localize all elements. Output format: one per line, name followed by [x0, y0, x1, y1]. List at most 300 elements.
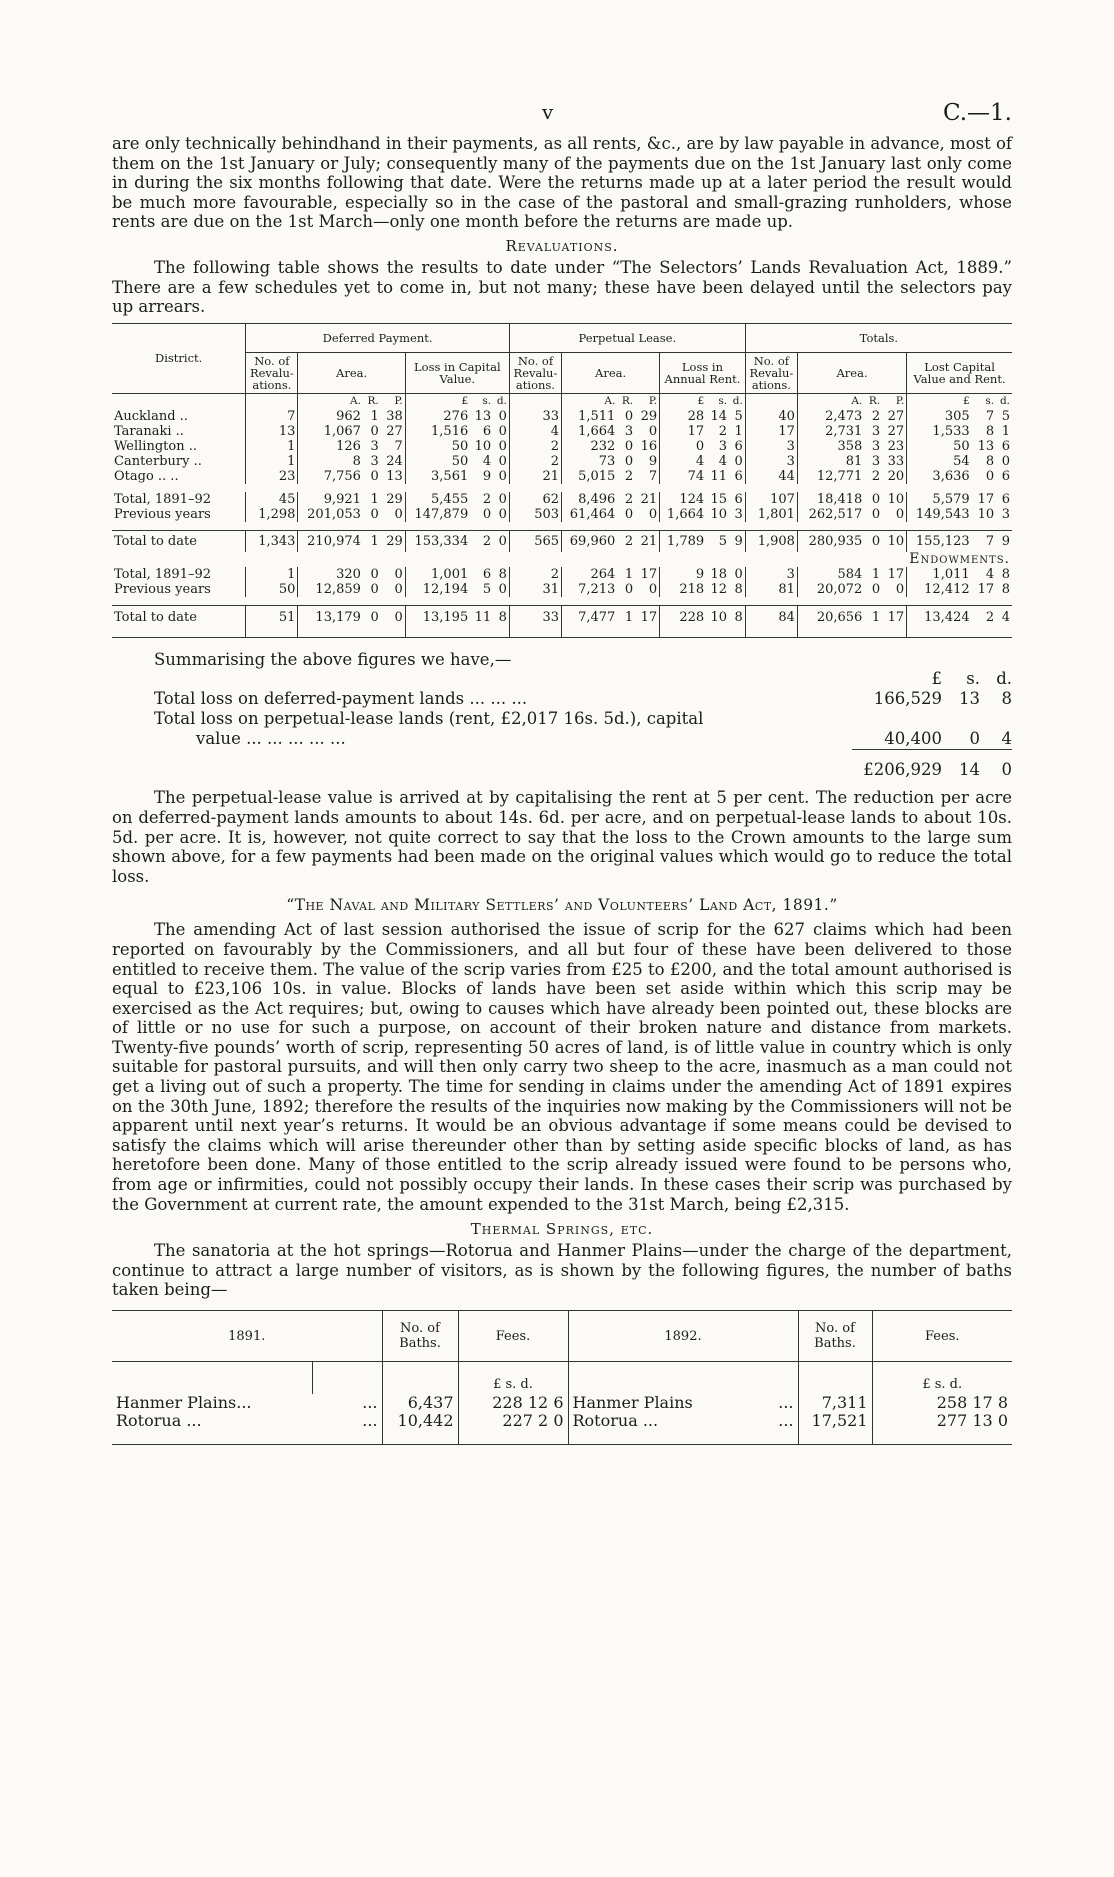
summary-units-row — [112, 669, 1012, 689]
col-fees-1891: Fees. — [458, 1311, 568, 1362]
table-cell: 5,455 — [405, 492, 470, 507]
baths-1892: 17,521 — [798, 1412, 872, 1445]
table-cell: 17 — [745, 424, 797, 439]
table-row — [112, 605, 1012, 637]
table-cell: 8 — [734, 581, 743, 597]
table-cell: 0 — [864, 530, 882, 552]
table-cell: 0 — [895, 581, 905, 597]
revaluation-table — [112, 323, 1012, 638]
table-cell: 0 — [895, 506, 905, 522]
table-cell: 6 — [482, 566, 492, 582]
table-cell: 8 — [1001, 581, 1010, 597]
table-cell: 0 — [498, 581, 507, 597]
table-cell: 9,921 — [298, 492, 363, 507]
table-cell — [112, 393, 246, 409]
leader-dots: ... — [778, 1411, 794, 1430]
table-cell: 13 — [474, 408, 492, 424]
table-cell: 5,015 — [562, 469, 618, 484]
table-row — [112, 469, 1012, 484]
table-cell: 44 — [745, 469, 797, 484]
col-lost-capital: Lost Capital Value and Rent. — [907, 352, 1012, 393]
unit-label: d. — [732, 394, 743, 407]
table-cell: 29 — [386, 491, 403, 507]
table-cell: 0 — [498, 423, 507, 439]
summary-label-perpetual: Total loss on perpetual-lease lands (rent, £2,017 16s. 5d.), capital — [154, 709, 704, 729]
table-cell: 9 — [648, 453, 658, 469]
table-cell: 18,418 — [797, 492, 864, 507]
table-cell: 0 — [498, 408, 507, 424]
table-cell: 3 — [370, 438, 379, 454]
table-cell: 1,516 — [405, 424, 470, 439]
summary-intro: Summarising the above figures we have,— — [154, 649, 512, 669]
table-cell: 3,561 — [405, 469, 470, 484]
paragraph-arrears: are only technically behindhand in their payments, as all rents, &c., are by law payable in advance, most of them on the 1st January or July; consequently many of the payments due on the 1st January last only come in during the six months following that date. Were the returns made up at a later period the result would be much more favourable, especially so in the case of the pastoral and small-grazing runholders, whose rents are due on the 1st March—only one month before the returns are made up. — [112, 134, 1013, 232]
place-1892 — [568, 1412, 798, 1445]
amount-pounds: 166,529 — [873, 689, 942, 709]
table-cell: 0 — [381, 605, 406, 637]
paragraph-scrip: The amending Act of last session authorised the issue of scrip for the 627 claims which had been reported on favourably by the Commissioners, and all but four of these have been delivered to those entitled to receive them. The value of the scrip varies from £25 to £200, and the total amount authorised is equal to £23,106 10s. in value. Blocks of lands have been set aside within which this scrip may be exercised as the Act requires; but, owing to causes which have already been pointed out, these blocks are of little or no use for such a purpose, on account of their broken nature and distance from markets. Twenty-five pounds’ worth of scrip, representing 50 acres of land, is of little value in country which is only suitable for pastoral pursuits, and will then only carry two sheep to the acre, inasmuch as a man could not get a living out of such a property. The time for sending in claims under the amending Act of 1891 expires on the 30th June, 1892; therefore the results of the inquiries now making by the Commissioners will not be apparent until next year’s returns. It would be an obvious advantage if some means could be devised to satisfy the claims which will arise thereunder other than by setting aside specific blocks of land, as has heretofore been done. Many of those entitled to the scrip already issued were found to be persons who, from age or infirmities, could not possibly occupy their lands. In these cases their scrip was purchased by the Government at current rate, the amount expended to the 31st March, being £2,315. — [112, 920, 1012, 1214]
table-cell: 3 — [745, 454, 797, 469]
col-1891: 1891. — [112, 1311, 382, 1362]
unit-label: A. — [562, 393, 618, 409]
table-cell: 62 — [509, 492, 561, 507]
table-cell: 21 — [640, 491, 658, 507]
table-cell: 1,789 — [660, 530, 707, 552]
table-cell: 2 — [509, 454, 561, 469]
table-cell: 1,067 — [298, 424, 363, 439]
table-cell: 9 — [482, 468, 492, 484]
table-cell: 4 — [718, 453, 728, 469]
table-cell: 8 — [729, 605, 745, 637]
table-row — [112, 567, 1012, 582]
endowments-heading-row — [112, 552, 1012, 567]
paragraph-revaluation-intro: The following table shows the results to date under “The Selectors’ Lands Revaluation Act, 1889.” There are a few schedules yet to come in, but not many; these have been delayed until the selectors pay up arrears. — [112, 257, 1012, 317]
table-cell: 1 — [1001, 423, 1010, 439]
table-cell: 0 — [394, 506, 403, 522]
table-cell: 7,213 — [562, 582, 618, 597]
district-name: Total, 1891–92 — [114, 491, 212, 507]
table-cell: 6 — [734, 468, 743, 484]
table-cell: 210,974 — [298, 530, 363, 552]
district-name: Canterbury .. — [114, 453, 202, 469]
table-cell: 1 — [370, 408, 379, 424]
table-cell: 17 — [635, 605, 660, 637]
table-row — [112, 424, 1012, 439]
table-cell: 0 — [493, 530, 509, 552]
table-cell: 14 — [710, 408, 728, 424]
table-cell: 28 — [660, 409, 707, 424]
table-cell: 7 — [246, 409, 298, 424]
table-cell: 0 — [648, 423, 658, 439]
table-cell: 40 — [745, 409, 797, 424]
table-cell: 0 — [370, 506, 379, 522]
table-cell: 13 — [386, 468, 403, 484]
table-cell: 10 — [977, 506, 995, 522]
table-cell: 23 — [887, 438, 905, 454]
col-district: District. — [112, 323, 246, 393]
place-1892-name: Hanmer Plains — [572, 1393, 693, 1412]
table-cell: 10 — [706, 605, 729, 637]
table-cell: 3 — [1001, 506, 1010, 522]
table-cell: 0 — [394, 581, 403, 597]
table-cell: 4 — [482, 453, 492, 469]
unit-label: £ — [907, 393, 972, 409]
table-cell: 51 — [246, 605, 298, 637]
table-cell: 262,517 — [797, 507, 864, 522]
table-cell: 3 — [745, 439, 797, 454]
table-cell: 320 — [298, 567, 363, 582]
table-cell: 27 — [887, 423, 905, 439]
summary-line-deferred — [112, 689, 1012, 709]
table-cell: 81 — [797, 454, 864, 469]
unit-label: P. — [394, 394, 403, 407]
table-cell: 12,859 — [298, 582, 363, 597]
spacer-row — [112, 597, 1012, 606]
table-cell: 3 — [871, 423, 881, 439]
unit-pence: d. — [996, 669, 1012, 689]
table-cell: 2 — [482, 491, 492, 507]
table-cell: 0 — [498, 438, 507, 454]
table-row — [112, 439, 1012, 454]
table-cell: 8,496 — [562, 492, 618, 507]
table-cell: 2 — [871, 468, 881, 484]
table-cell: £ s. d. — [872, 1362, 1012, 1395]
table-cell: 7,477 — [562, 605, 618, 637]
table-row — [112, 1394, 1012, 1412]
col-no-reval-pl: No. of Revalu- ations. — [509, 352, 561, 393]
col-no-reval-tot: No. of Revalu- ations. — [745, 352, 797, 393]
table-cell — [382, 1362, 458, 1395]
table-cell: 0 — [498, 506, 507, 522]
fees-1891: 228 12 6 — [458, 1394, 568, 1412]
summary-line-value — [112, 729, 1012, 750]
total-pence: 0 — [1001, 760, 1012, 780]
table-cell: 12,771 — [797, 469, 864, 484]
table-cell: 15 — [710, 491, 728, 507]
table-cell: 107 — [745, 492, 797, 507]
summary-block — [112, 650, 1012, 781]
table-cell: 20 — [887, 468, 905, 484]
district-name: Previous years — [114, 581, 211, 597]
col-area-pl: Area. — [562, 352, 660, 393]
table-cell: 0 — [363, 605, 381, 637]
table-cell: 2 — [624, 491, 634, 507]
col-area-tot: Area. — [797, 352, 906, 393]
table-cell: 5 — [482, 581, 492, 597]
table-cell: 0 — [624, 453, 634, 469]
table-cell: 38 — [386, 408, 403, 424]
table-cell — [509, 393, 561, 409]
unit-label: £ — [405, 393, 470, 409]
table-cell: 31 — [509, 582, 561, 597]
table-cell: 2 — [617, 530, 635, 552]
col-area-dp: Area. — [298, 352, 405, 393]
unit-label: R. — [367, 394, 379, 407]
table-cell: 13,179 — [298, 605, 363, 637]
district-name: Wellington .. — [114, 438, 197, 454]
table-cell: 1 — [871, 566, 881, 582]
unit-label: A. — [298, 393, 363, 409]
heading-revaluations: Revaluations. — [505, 236, 619, 255]
table-cell: 12,194 — [405, 582, 470, 597]
table-cell: 10 — [882, 530, 907, 552]
table-cell: 3 — [734, 506, 743, 522]
place-1891: Rotorua ... — [112, 1412, 312, 1445]
table-cell: 21 — [509, 469, 561, 484]
table-cell: 8 — [498, 566, 507, 582]
table-cell: 18 — [710, 566, 728, 582]
fees-1892: 258 17 8 — [872, 1394, 1012, 1412]
table-cell: 0 — [370, 566, 379, 582]
unit-shillings: s. — [966, 669, 980, 689]
table-row — [112, 1412, 1012, 1445]
table-cell: 0 — [734, 453, 743, 469]
table-cell: 33 — [887, 453, 905, 469]
unit-label: d. — [496, 394, 507, 407]
table-cell: 8 — [493, 605, 509, 637]
table-cell: 23 — [246, 469, 298, 484]
table-cell: 264 — [562, 567, 618, 582]
table-cell: 1,298 — [246, 507, 298, 522]
document-reference: C.—1. — [942, 100, 1012, 126]
table-cell: 4 — [985, 566, 995, 582]
table-cell: 3,636 — [907, 469, 972, 484]
table-cell: 5 — [734, 408, 743, 424]
table-cell: 0 — [498, 491, 507, 507]
district-name: Taranaki .. — [114, 423, 184, 439]
place-1892-name: Rotorua ... — [572, 1411, 659, 1430]
table-cell: 10 — [887, 491, 905, 507]
summary-label-deferred: Total loss on deferred-payment lands ... ... ... — [154, 689, 528, 709]
table-cell: 33 — [509, 409, 561, 424]
district-name: Auckland .. — [114, 408, 188, 424]
district-name: Total, 1891–92 — [114, 566, 212, 582]
table-cell: 155,123 — [907, 530, 972, 552]
table-row — [112, 409, 1012, 424]
table-cell: 0 — [1001, 453, 1010, 469]
table-cell: 4 — [660, 454, 707, 469]
table-cell — [312, 1362, 382, 1395]
table-row — [112, 582, 1012, 597]
table-cell: 3 — [745, 567, 797, 582]
table-cell: 8 — [985, 423, 995, 439]
amount-shillings: 13 — [959, 689, 980, 709]
table-cell: 0 — [871, 491, 881, 507]
table-cell: 6 — [734, 438, 743, 454]
table-cell: 0 — [394, 566, 403, 582]
col-loss-annual: Loss in Annual Rent. — [660, 352, 746, 393]
heading-thermal-springs: Thermal Springs, etc. — [470, 1220, 654, 1239]
table-cell: 13 — [246, 424, 298, 439]
place-1892 — [568, 1394, 798, 1412]
amount-pence: 8 — [1001, 689, 1012, 709]
table-cell: 0 — [985, 468, 995, 484]
table-cell: 147,879 — [405, 507, 470, 522]
table-cell: 358 — [797, 439, 864, 454]
table-cell: 0 — [624, 506, 634, 522]
table-cell: 84 — [745, 605, 797, 637]
unit-label: R. — [621, 394, 634, 407]
table-cell: 1 — [370, 491, 379, 507]
table-cell: 0 — [624, 581, 634, 597]
table-cell: 2,731 — [797, 424, 864, 439]
table-cell: 6 — [482, 423, 492, 439]
table-cell: 1,511 — [562, 409, 618, 424]
table-cell: 1 — [246, 439, 298, 454]
table-cell: 4 — [509, 424, 561, 439]
table-cell: 0 — [482, 506, 492, 522]
table-cell — [112, 1362, 312, 1395]
endowments-heading: Endowments. — [909, 550, 1010, 567]
spacer-row — [112, 484, 1012, 492]
page-header — [112, 100, 1012, 134]
table-cell: 74 — [660, 469, 707, 484]
table-cell: 0 — [734, 566, 743, 582]
district-name: Otago .. .. — [114, 468, 179, 484]
table-cell: 6 — [1001, 491, 1010, 507]
table-cell: 1,908 — [745, 530, 797, 552]
table-cell: 1,011 — [907, 567, 972, 582]
table-cell: 1 — [734, 423, 743, 439]
table-cell: 0 — [370, 423, 379, 439]
col-fees-1892: Fees. — [872, 1311, 1012, 1362]
table-cell: 1,001 — [405, 567, 470, 582]
table-cell: 9 — [660, 567, 707, 582]
unit-label: d. — [999, 394, 1010, 407]
table-cell: 17 — [977, 491, 995, 507]
table-cell: 5,579 — [907, 492, 972, 507]
table-cell: 305 — [907, 409, 972, 424]
paragraph-sanatoria: The sanatoria at the hot springs—Rotorua and Hanmer Plains—under the charge of the department, continue to attract a large number of visitors, as is shown by the following figures, the number of baths taken being— — [112, 1241, 1012, 1300]
table-cell: 0 — [648, 506, 658, 522]
table-cell: 8 — [1001, 566, 1010, 582]
spacer-row — [112, 522, 1012, 531]
table-cell: 0 — [624, 408, 634, 424]
table-cell: 503 — [509, 507, 561, 522]
table-cell: 1 — [864, 605, 882, 637]
leader-dots: ... — [778, 1393, 794, 1412]
table-cell: 10 — [710, 506, 728, 522]
table-cell: 69,960 — [562, 530, 618, 552]
table-cell: 5 — [1001, 408, 1010, 424]
district-name: Total to date — [112, 605, 246, 637]
col-baths-1892: No. of Baths. — [798, 1311, 872, 1362]
table-cell: 2 — [509, 439, 561, 454]
table-cell: 20,656 — [797, 605, 864, 637]
table-cell — [798, 1362, 872, 1395]
col-no-reval-dp: No. of Revalu- ations. — [246, 352, 298, 393]
table-cell: £ s. d. — [458, 1362, 568, 1395]
place-1891: Hanmer Plains... — [116, 1393, 252, 1412]
district-name: Total to date — [112, 530, 246, 552]
fees-1891: 227 2 0 — [458, 1412, 568, 1445]
table-cell: 1 — [624, 566, 634, 582]
col-loss-capital: Loss in Capital Value. — [405, 352, 509, 393]
table-cell: 27 — [887, 408, 905, 424]
table-cell: 0 — [660, 439, 707, 454]
table-cell: 1,664 — [562, 424, 618, 439]
col-baths-1891: No. of Baths. — [382, 1311, 458, 1362]
revaluation-body — [112, 393, 1012, 637]
table-cell: 17 — [882, 605, 907, 637]
table-cell: 1 — [246, 454, 298, 469]
table-cell: 2 — [871, 408, 881, 424]
table-cell: 17 — [640, 566, 658, 582]
table-cell: 13,424 — [907, 605, 972, 637]
springs-body — [112, 1362, 1012, 1445]
table-cell — [568, 1362, 798, 1395]
table-cell: 3 — [871, 453, 881, 469]
table-cell: 2,473 — [797, 409, 864, 424]
table-cell: 1 — [617, 605, 635, 637]
table-cell: 0 — [871, 581, 881, 597]
table-cell: 0 — [370, 468, 379, 484]
table-cell: 6 — [1001, 468, 1010, 484]
group-perpetual-lease: Perpetual Lease. — [509, 323, 745, 352]
table-cell: 7 — [985, 408, 995, 424]
table-cell: 81 — [745, 582, 797, 597]
table-cell: 17 — [660, 424, 707, 439]
baths-1892: 7,311 — [798, 1394, 872, 1412]
summary-label-value: value ... ... ... ... ... — [196, 729, 346, 749]
table-cell — [246, 393, 298, 409]
table-cell: 276 — [405, 409, 470, 424]
table-cell: 61,464 — [562, 507, 618, 522]
table-cell: 584 — [797, 567, 864, 582]
table-cell: 201,053 — [298, 507, 363, 522]
thermal-springs-table — [112, 1310, 1012, 1445]
baths-1891: 6,437 — [382, 1394, 458, 1412]
table-cell: 0 — [498, 453, 507, 469]
table-cell: 12 — [710, 581, 728, 597]
table-cell: 0 — [871, 506, 881, 522]
document-page — [112, 100, 1012, 1445]
table-cell: 20,072 — [797, 582, 864, 597]
total-pounds: £206,929 — [863, 760, 942, 780]
table-row — [112, 492, 1012, 507]
units-row — [112, 393, 1012, 409]
table-cell: 5 — [706, 530, 729, 552]
table-cell: 17 — [887, 566, 905, 582]
table-cell: 24 — [386, 453, 403, 469]
table-cell: 11 — [710, 468, 728, 484]
table-cell: 126 — [298, 439, 363, 454]
table-cell: 228 — [660, 605, 707, 637]
table-cell: 50 — [405, 439, 470, 454]
table-cell: 73 — [562, 454, 618, 469]
table-cell: 2 — [470, 530, 493, 552]
table-cell: 3 — [370, 453, 379, 469]
group-totals: Totals. — [745, 323, 1012, 352]
table-cell: 565 — [509, 530, 561, 552]
table-cell: 2 — [624, 468, 634, 484]
table-cell: 7,756 — [298, 469, 363, 484]
table-cell: 1 — [246, 567, 298, 582]
table-row — [112, 454, 1012, 469]
unit-label: s. — [985, 394, 995, 407]
table-cell: 1 — [363, 530, 381, 552]
unit-label: A. — [797, 393, 864, 409]
unit-label: £ — [660, 393, 707, 409]
table-cell: 3 — [624, 423, 634, 439]
paragraph-perpetual-lease: The perpetual-lease value is arrived at by capitalising the rent at 5 per cent. The reduction per acre on deferred-payment lands amounts to about 14s. 6d. per acre, and on perpetual-lease lands to about 10s. 5d. per acre. It is, however, not quite correct to say that the loss to the Crown amounts to the large sum shown above, for a few payments had been made on the original values which would go to reduce the total loss. — [112, 788, 1012, 886]
table-cell: 124 — [660, 492, 707, 507]
table-cell: 50 — [246, 582, 298, 597]
table-cell: 54 — [907, 454, 972, 469]
table-cell: 1,343 — [246, 530, 298, 552]
unit-label: R. — [868, 394, 881, 407]
table-cell: 3 — [718, 438, 728, 454]
